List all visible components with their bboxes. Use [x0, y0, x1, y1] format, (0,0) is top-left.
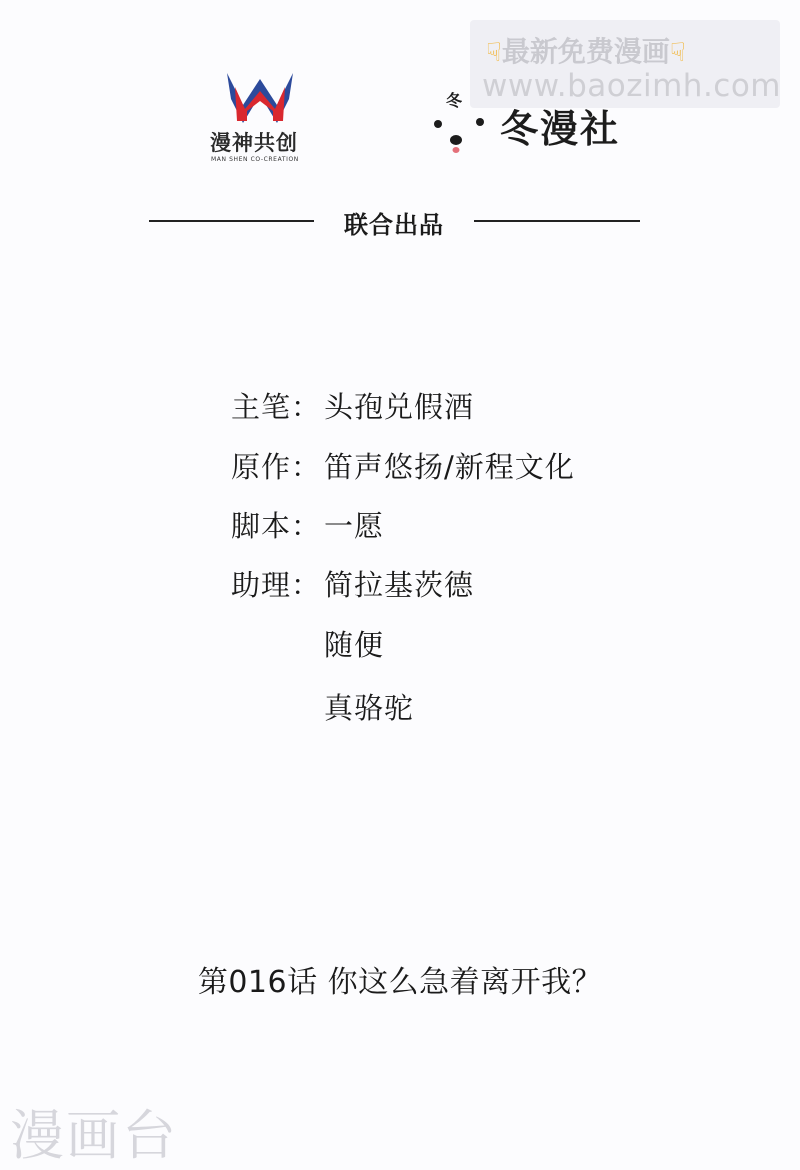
manshen-m-icon: [205, 65, 315, 127]
manshen-subtitle: MAN SHEN CO-CREATION: [211, 156, 299, 163]
watermark-text: 最新免费漫画: [501, 35, 670, 68]
credit-value: 一愿: [324, 509, 385, 543]
joint-production-heading: 联合出品: [344, 211, 444, 239]
credit-row-original: [231, 445, 575, 486]
watermark-line1: [486, 30, 686, 70]
credit-row-artist: [231, 385, 474, 426]
chapter-title: 第016话 你这么急着离开我？: [197, 965, 603, 1000]
credit-label: 助理：: [231, 568, 322, 602]
dongmanshe-name: 冬漫社: [500, 106, 621, 151]
credit-row-script: [231, 504, 384, 545]
credit-value: 头孢兑假酒: [324, 390, 475, 424]
credit-value: 简拉基茨德: [324, 568, 475, 602]
watermark-url: www.baozimh.com: [482, 68, 782, 104]
dongmanshe-logo: [430, 88, 630, 168]
corner-watermark: 漫画台: [10, 1104, 178, 1167]
manshen-name: 漫神共创: [210, 131, 298, 155]
point-down-hand-icon: ☟: [486, 38, 502, 68]
assistant-name: 随便: [324, 628, 385, 662]
point-down-hand-icon: ☟: [669, 38, 686, 68]
dong-badge: 冬: [446, 91, 463, 110]
divider-left: [149, 220, 314, 222]
credit-label: 原作：: [231, 450, 322, 484]
assistant-name: 真骆驼: [324, 691, 415, 725]
manshen-logo: [205, 65, 315, 165]
credit-value: 笛声悠扬/新程文化: [324, 450, 575, 484]
credit-row-assistant: [231, 563, 474, 604]
credit-label: 脚本：: [231, 509, 322, 543]
divider-right: [474, 220, 640, 222]
credit-label: 主笔：: [231, 390, 322, 424]
dog-face-icon: [430, 88, 494, 160]
